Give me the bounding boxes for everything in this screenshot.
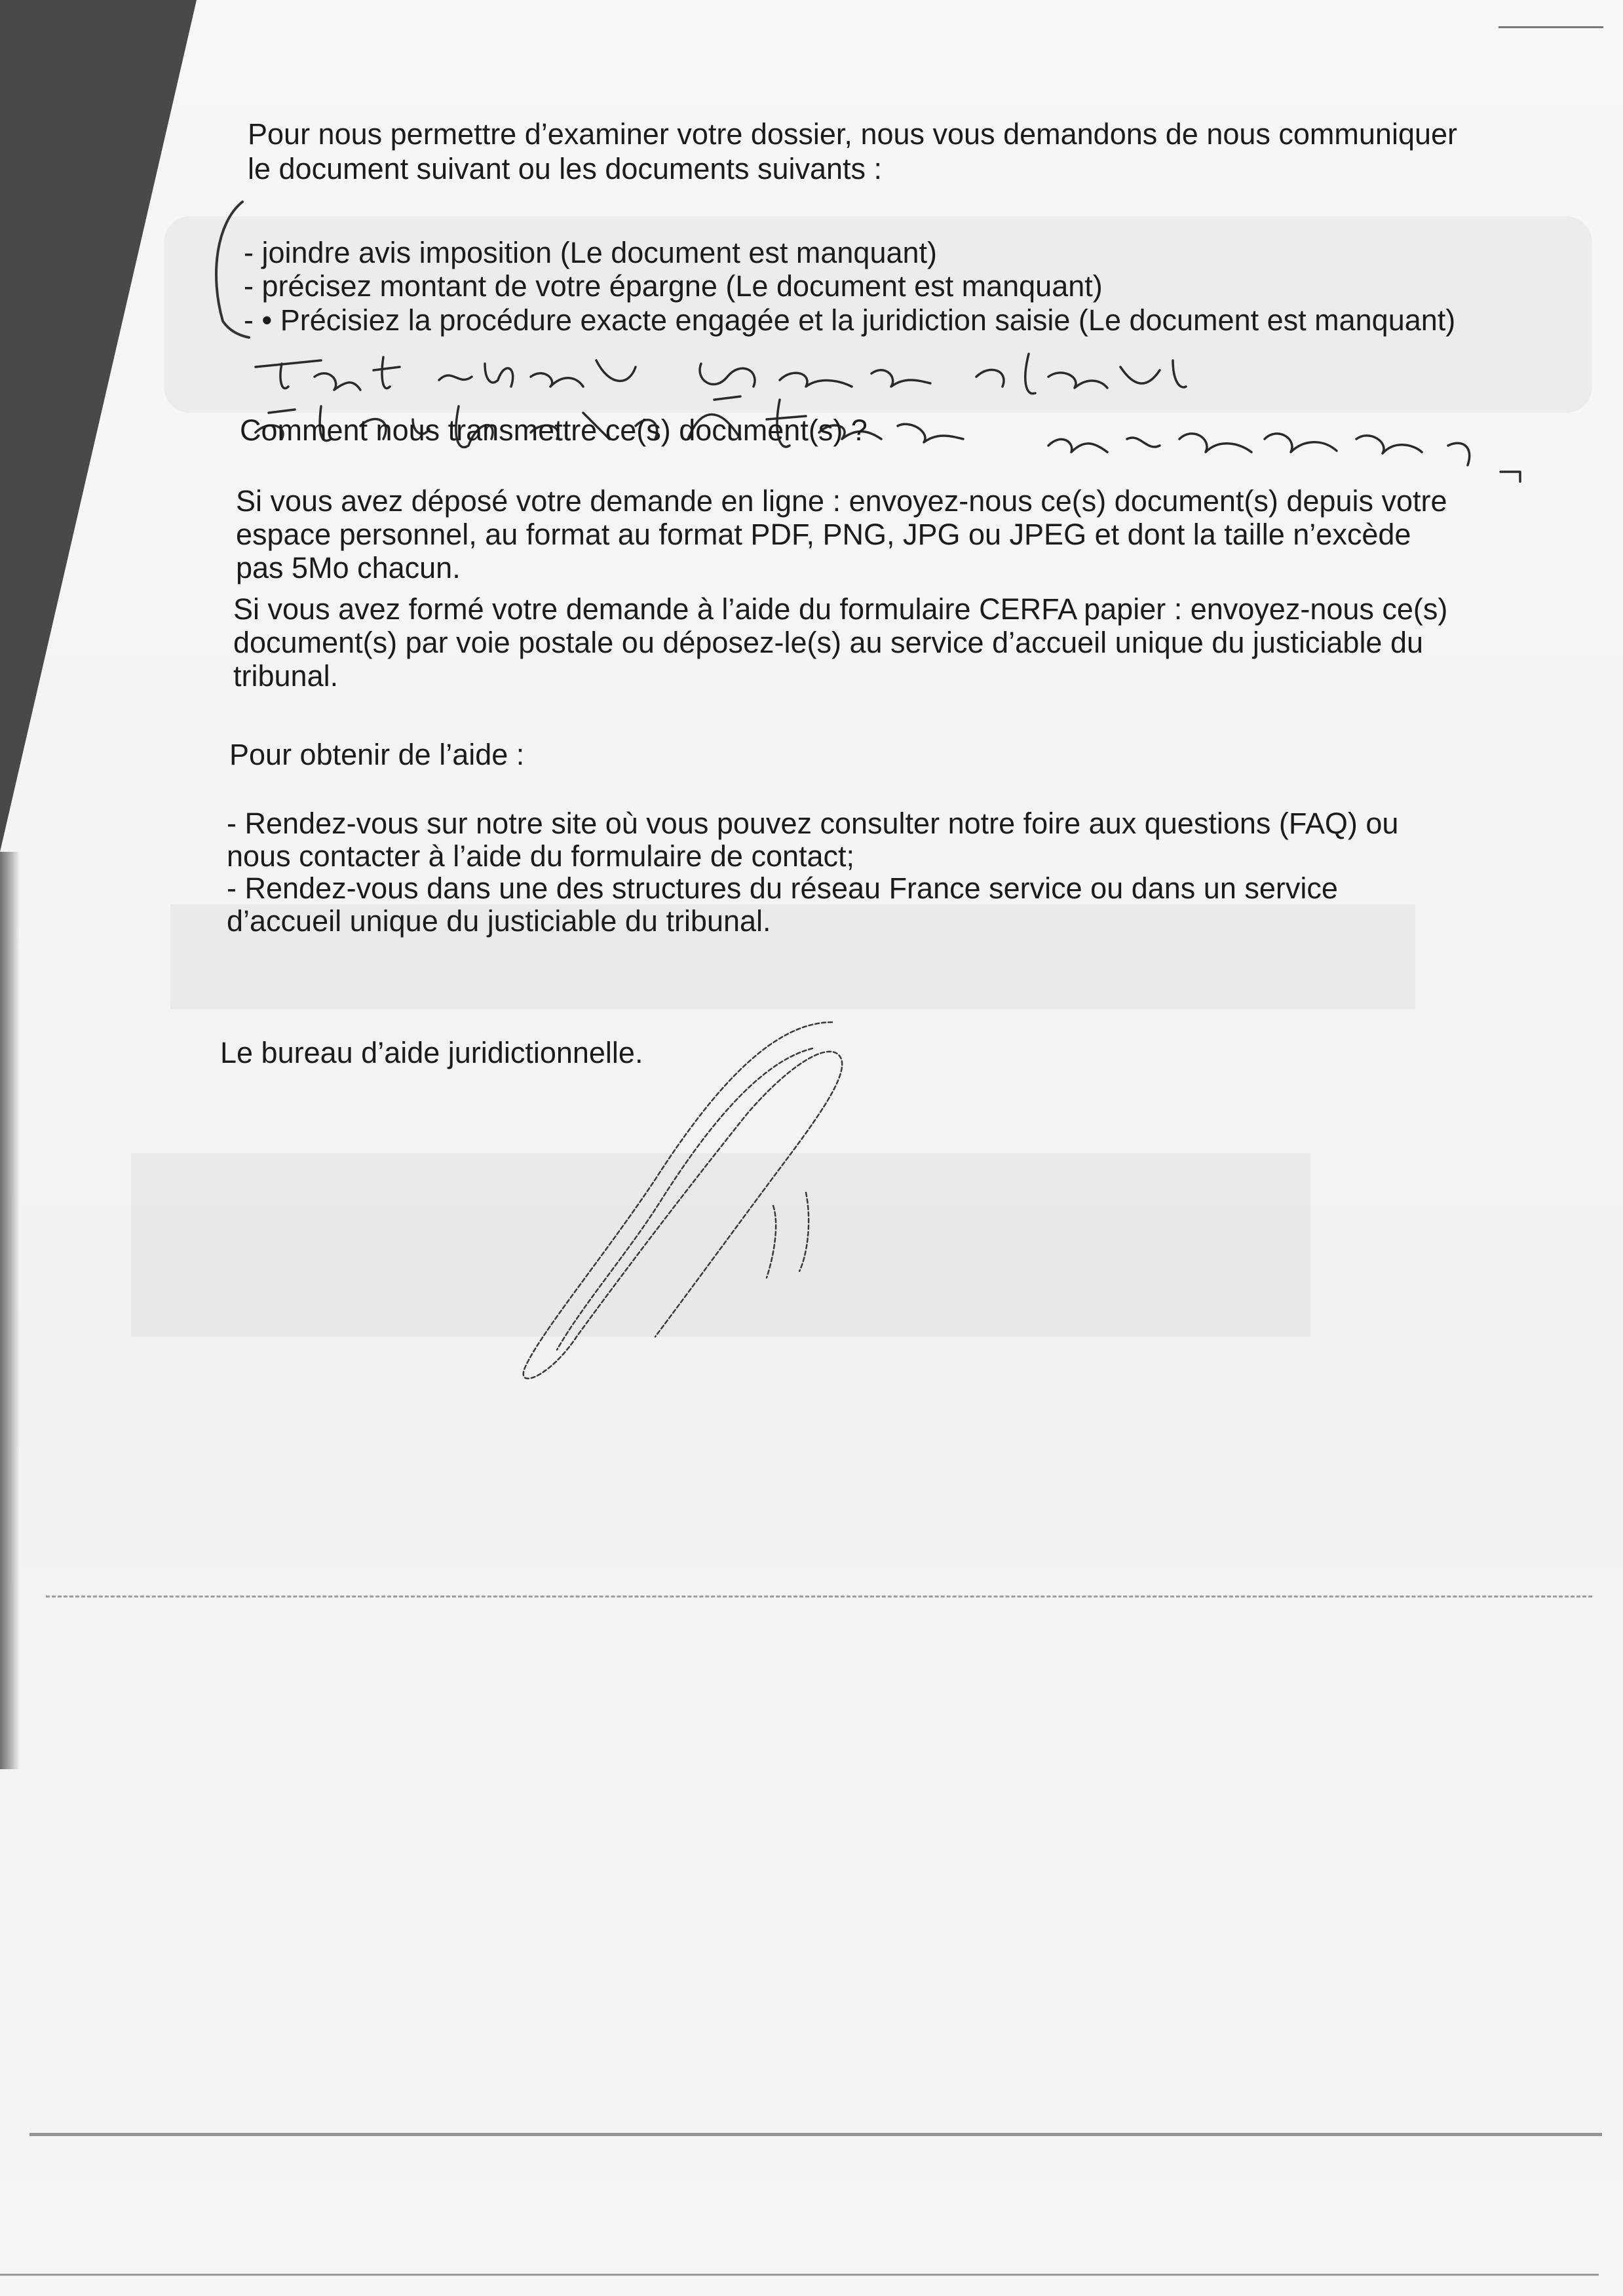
scanner-shadow-edge bbox=[0, 0, 197, 852]
signoff-text: Le bureau d’aide juridictionnelle. bbox=[220, 1036, 643, 1069]
intro-line-1: Pour nous permettre d’examiner votre dossier, nous vous demandons de nous communiquer bbox=[248, 117, 1458, 151]
list-item: - précisez montant de votre épargne (Le document est manquant) bbox=[244, 269, 1103, 303]
help-heading-text: Pour obtenir de l’aide : bbox=[229, 738, 525, 771]
requested-documents-list bbox=[244, 236, 1455, 337]
page-bottom-edge bbox=[0, 2274, 1599, 2276]
paper-line-1: Si vous avez formé votre demande à l’aide du formulaire CERFA papier : envoyez-nous ce(s) bbox=[233, 592, 1448, 626]
bottom-rule bbox=[29, 2133, 1602, 2136]
online-line-2: espace personnel, au format au format PDF, PNG, JPG ou JPEG et dont la taille n’excède bbox=[236, 517, 1411, 551]
signature bbox=[498, 1009, 865, 1389]
top-rule bbox=[1499, 26, 1603, 28]
transmit-heading bbox=[240, 413, 868, 448]
online-paragraph bbox=[236, 485, 1447, 585]
list-item: - joindre avis imposition (Le document est manquant) bbox=[244, 236, 938, 269]
paper-line-3: tribunal. bbox=[233, 659, 339, 693]
transmit-heading-text: Comment nous transmettre ce(s) document(s) ? bbox=[240, 413, 868, 447]
help-line-3: - Rendez-vous dans une des structures du réseau France service ou dans un service bbox=[227, 871, 1338, 905]
online-line-1: Si vous avez déposé votre demande en ligne : envoyez-nous ce(s) document(s) depuis votre bbox=[236, 484, 1447, 518]
paper-paragraph bbox=[233, 593, 1447, 693]
paper-line-2: document(s) par voie postale ou déposez-le(s) au service d’accueil unique du justiciable du bbox=[233, 625, 1424, 659]
intro-line-2: le document suivant ou les documents suivants : bbox=[248, 152, 883, 186]
help-line-1: - Rendez-vous sur notre site où vous pouvez consulter notre foire aux questions (FAQ) ou bbox=[227, 807, 1399, 840]
help-line-2: nous contacter à l’aide du formulaire de contact; bbox=[227, 839, 855, 873]
scanner-shadow-edge-lower bbox=[0, 852, 20, 1769]
list-item: - • Précisiez la procédure exacte engagée et la juridiction saisie (Le document est manquant) bbox=[244, 303, 1456, 337]
dashed-separator bbox=[46, 1596, 1592, 1600]
intro-paragraph bbox=[248, 117, 1457, 186]
help-line-4: d’accueil unique du justiciable du tribunal. bbox=[227, 904, 771, 938]
online-line-3: pas 5Mo chacun. bbox=[236, 550, 461, 584]
help-heading bbox=[229, 737, 524, 772]
help-list bbox=[227, 807, 1398, 937]
